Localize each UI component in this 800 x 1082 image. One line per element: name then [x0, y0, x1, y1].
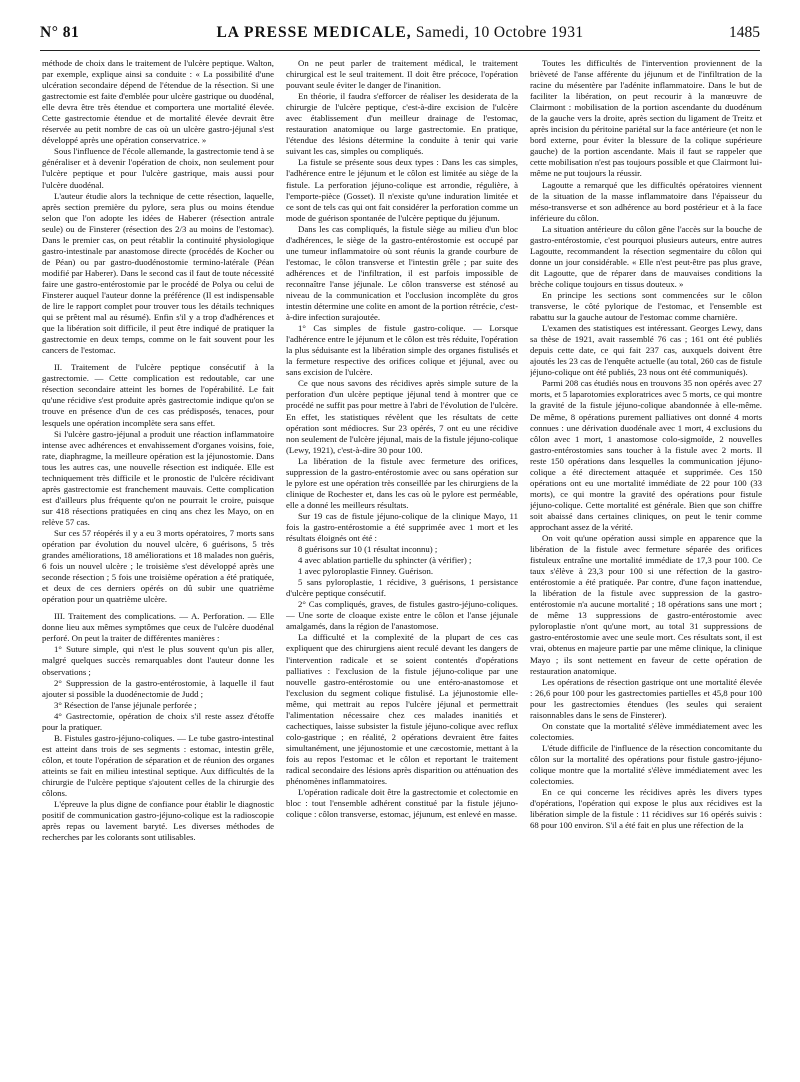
paragraph: L'auteur étudie alors la technique de cette résection, laquelle, après section première du pylore, sera plus ou moins étendue selon que l'on adopte les idées de Haberer (résection antrale seule) ou de Finsterer (résection des 2/3 au moins de l'estomac). Dans le premier cas, on peut rétablir la continuité physiologique gastro-intestinale par anastomose directe (procédés de Kocher ou de Péan) ou par gastro-duodénostomie termino-latérale (Péan modifié par Haberer). Dans le second cas il faut de toute nécessité faire une gastro-entérostomie par le procédé de Polya ou celui de Finsterer auquel l'auteur donne la préférence (Il est indispensable de lire le rapport complet pour trouver tous les détails techniques qui se prêtent mal au résumé). Enfin s'il y a trop d'adhérences et que la libération soit difficile, il peut être indiqué de pratiquer la gastrectomie en deux temps, comme on le fait souvent pour les cancers de l'estomac.	[42, 190, 274, 356]
paragraph: Dans les cas compliqués, la fistule siège au milieu d'un bloc d'adhérences, le siège de la gastro-entérostomie est occupé par une tumeur inflammatoire où sont réunis la grande courbure de l'estomac, le côlon transverse et l'intestin grêle ; par suite des adhérences et de l'infiltration, il est parfois impossible de reconnaître l'anse jéjunale. Le côlon transverse est sténosé au niveau de la communication et l'occlusion incomplète du gros intestin détermine une colite en amont de la portion rétrécie, c'est-à-dire infection surajoutée.	[286, 223, 518, 323]
paragraph: 1° Suture simple, qui n'est le plus souvent qu'un pis aller, malgré quelques succès remarquables dont l'auteur donne les observations ;	[42, 644, 274, 677]
paragraph: II. Traitement de l'ulcère peptique consécutif à la gastrectomie. — Cette complication est redoutable, car une résection secondaire atteint les bornes de l'opérabilité. Le fait qu'une récidive s'est produite après gastrectomie indique qu'on se trouve en présence d'un de ces cas prédisposés, tenaces, pour lesquels une opération incomplète sera sans effet.	[42, 362, 274, 428]
paragraph: L'étude difficile de l'influence de la résection concomitante du côlon sur la mortalité des opérations pour fistule gastro-jéjuno-colique montre que la mortalité s'élève immédiatement avec les colectomies.	[530, 742, 762, 787]
page-number: 1485	[729, 24, 760, 41]
paragraph: 8 guérisons sur 10 (1 résultat inconnu) ;	[298, 544, 438, 555]
issue-date: Samedi, 10 Octobre 1931	[415, 24, 584, 41]
paragraph: méthode de choix dans le traitement de l'ulcère peptique. Walton, par exemple, explique ainsi sa conduite : « La possibilité d'une ulcération secondaire dépend de l'étendue de la résection. Si une gastrectomie est faite d'emblée pour ulcère gastrique ou duodénal, elle devra être très étendue et comportera une mortalité élevée. Cette gastrectomie étendue et de mortalité élevée devrait être réservée au petit nombre de cas où un ulcère gastro-jéjunal s'est développé après une opération conservatrice. »	[42, 58, 274, 146]
paragraph: La libération de la fistule avec fermeture des orifices, suppression de la gastro-entérostomie avec ou sans opération sur le pylore est une opération très conseillée par les chirurgiens de la clinique de Rochester et, dans les cas où le pylore est perméable, elle a donné les meilleurs résultats.	[286, 455, 518, 510]
paragraph: III. Traitement des complications. — A. Perforation. — Elle donne lieu aux mêmes symptômes que ceux de l'ulcère duodénal perforé. On peut la traiter de différentes manières :	[42, 611, 274, 644]
paragraph: L'examen des statistiques est intéressant. Georges Lewy, dans sa thèse de 1921, avait rassemblé 76 cas ; 161 ont été publiés depuis cette date, ce qui fait 237 cas, auxquels doivent être ajoutés les 23 cas de l'enquête actuelle (au total, 260 cas de fistule jéjuno-colique ont été publiés, 23 nous ont été communiqués).	[530, 323, 762, 378]
paragraph: 2° Cas compliqués, graves, de fistules gastro-jéjuno-coliques. — Une sorte de cloaque existe entre le côlon et l'anse jéjunale amalgamés, dans la région de l'anastomose.	[286, 599, 518, 632]
paragraph: B. Fistules gastro-jéjuno-coliques. — Le tube gastro-intestinal est atteint dans trois de ses segments : estomac, intestin grêle, côlon, et toute l'opération de séparation et de réunion des organes atteints se fait en milieu intestinal septique. Aux difficultés de la chirurgie de l'ulcère peptique s'ajoutent celles de la chirurgie des côlons.	[42, 732, 274, 799]
paragraph: On ne peut parler de traitement médical, le traitement chirurgical est le seul traitement. Il doit être précoce, l'opération pouvant seule éviter le danger de l'inanition.	[286, 58, 518, 91]
paragraph: L'épreuve la plus digne de confiance pour établir le diagnostic positif de communication gastro-jéjuno-colique est la radioscopie après repas ou lavement baryté. Les diverses méthodes de recherches par les colorants sont utilisables.	[42, 799, 274, 843]
paragraph: Sur ces 57 réopérés il y a eu 3 morts opératoires, 7 morts sans opération par évolution du nouvel ulcère, 6 guérisons, 5 très grandes améliorations, 18 améliorations et 18 malades non guéris, 6 fois un nouvel ulcère ; le troisième s'est développé après une seconde résection ; 5 fois une troisième opération a été pratiquée, et deux de ces derniers opérés on dû subir une quatrième opération pour un quatrième ulcère.	[42, 527, 274, 605]
paragraph: 2° Suppression de la gastro-entérostomie, à laquelle il faut ajouter si possible la duodénectomie de Judd ;	[42, 677, 274, 699]
paragraph: On voit qu'une opération aussi simple en apparence que la libération de la fistule avec fermeture séparée des orifices fistuleux entraîne une mortalité immédiate de 17,3 pour 100. Ce taux s'élève à 23,3 pour 100 si une réfection de la gastro-entérostomie a été pratiquée. Par contre, d'une façon inattendue, la libération de la fistule avec suppression de la gastro-entérostomie n'a aucune mortalité ; 18 opérations sans une mort ; de même 13 suppressions de gastro-entérostomie avec pyloroplastie n'ont qu'une mort, au total 31 suppressions de gastro-entérostomie avec une seule mort. Ces résultats sont, il est vrai, obtenus en majeure partie par une même clinique, la clinique Mayo ; ils sont nettement en faveur de cette opération de restauration anatomique.	[530, 533, 762, 676]
article-columns	[42, 58, 760, 1074]
column-right	[530, 58, 762, 1074]
page-header	[40, 24, 760, 48]
issue-number: N° 81	[40, 24, 80, 41]
paragraph: En ce qui concerne les récidives après les divers types d'opérations, l'opération qui expose le plus aux récidives est la libération simple de la fistule : 11 récidives sur 16 opérés suivis : 68 pour 100 environ. S'il a été fait en plus une réfection de la	[530, 787, 762, 831]
paragraph: La situation antérieure du côlon gêne l'accès sur la bouche de gastro-entérostomie, c'est pourquoi plusieurs auteurs, entre autres Lagoutte, recommandent la résection segmentaire du côlon qui donne un jour considérable. « Elle n'est peut-être pas plus grave, dit Lagoutte, que de réparer dans de mauvaises conditions la brèche colique toujours en tissus douteux. »	[530, 223, 762, 289]
paragraph: 4 avec ablation partielle du sphincter (à vérifier) ;	[298, 555, 472, 566]
paragraph: En théorie, il faudra s'efforcer de réaliser les desiderata de la chirurgie de l'ulcère peptique, c'est-à-dire excision de l'ulcère avec établissement d'un meilleur drainage de l'estomac, restauration anatomique ou large gastrectomie. En pratique, l'étendue des lésions détermine la conduite à tenir qui varie suivant les cas, simples ou compliqués.	[286, 91, 518, 157]
paragraph: La difficulté et la complexité de la plupart de ces cas expliquent que des chirurgiens aient reculé devant les dangers de l'intervention radicale et se soient contentés d'opérations palliatives : l'exclusion de la fistule jéjuno-colique par une nouvelle gastro-entérostomie ou une entéro-anastomose et l'exclusion du segment colique fistulisé. La jéjunostomie elle-même, qui mettrait au repos l'ulcère jéjunal et permettrait l'alimentation nécessaire chez ces malades inanitiés et cachectiques, laisse subsister la fistule jéjuno-colique avec reflux colo-gastrique ; en réalité, 2 opérations devraient être faites simultanément, une jéjunostomie et une cæcostomie, mettant à la fois au repos l'estomac et le côlon et reportant le traitement radical secondaire des lésions après disparition ou atténuation des phénomènes inflammatoires.	[286, 632, 518, 787]
paragraph: Si l'ulcère gastro-jéjunal a produit une réaction inflammatoire intense avec adhérences et envahissement d'organes voisins, foie, rate, diaphragme, la meilleure opération est la jéjunostomie. Dans tous les autres cas, une nouvelle résection est indiquée. Elle est techniquement très difficile et le pronostic de l'ulcère récidivant après gastrectomie est franchement mauvais. Cette complication est d'ailleurs plus fréquente qu'on ne pourrait le croire, puisque sur 418 résections pratiquées en cinq ans chez les Mayo, on en relève 57 cas.	[42, 428, 274, 527]
paragraph: Parmi 208 cas étudiés nous en trouvons 35 non opérés avec 27 morts, et 5 laparotomies exploratrices avec 5 morts, ce qui montre la gravité de la fistule jéjuno-colique abandonnée à elle-même. De même, 8 opérations purement palliatives ont donné 4 morts connues : une dérivation duodénale avec 1 mort, 4 exclusions du côlon avec 1 mort, 1 anastomose colo-sigmoïde, 2 nouvelles gastro-entérostomies sans toucher à la fistule avec 2 morts. Il reste 150 opérations dans lesquelles la communication jéjuno-colique a été directement attaquée et supprimée. Ces 150 opérations ont eu une mortalité immédiate de 22 pour 100 (33 morts), ce qui montre la gravité des opérations pour fistule jéjuno-colique. Cette mortalité est générale. Bien que son chiffre soit abaissé dans certaines cliniques, on peut le tenir comme approchant assez de la vérité.	[530, 378, 762, 532]
paragraph: Sur 19 cas de fistule jéjuno-colique de la clinique Mayo, 11 fois la gastro-entérostomie a été supprimée avec 1 mort et les résultats éloignés ont été :	[286, 510, 518, 544]
paragraph: On constate que la mortalité s'élève immédiatement avec les colectomies.	[530, 720, 762, 742]
header-rule	[40, 50, 760, 51]
paragraph: Les opérations de résection gastrique ont une mortalité élevée : 26,6 pour 100 pour les gastrectomies partielles et 45,8 pour 100 pour les gastrectomies étendues (les seules qui seraient raisonnables dans le sens de Finsterer).	[530, 676, 762, 720]
paragraph: Lagoutte a remarqué que les difficultés opératoires viennent de la situation de la masse inflammatoire dans l'épaisseur du méso-transverse et son adhérence au bord postérieur et à la face inférieure du côlon.	[530, 179, 762, 223]
paragraph: 1 avec pyloroplastie Finney. Guérison.	[298, 566, 434, 577]
paragraph: 5 sans pyloroplastie, 1 récidive, 3 guérisons, 1 persistance d'ulcère peptique consécutif.	[286, 577, 518, 599]
column-left	[42, 58, 274, 1074]
paragraph: Sous l'influence de l'école allemande, la gastrectomie tend à se généraliser et à devenir l'opération de choix, non seulement pour l'ulcère peptique et pour l'ulcère gastrique, mais aussi pour l'ulcère duodénal.	[42, 146, 274, 190]
journal-title: LA PRESSE MEDICALE,	[216, 24, 412, 41]
paragraph: Toutes les difficultés de l'intervention proviennent de la brièveté de l'anse afférente du jéjunum et de l'infiltration de la racine du mésentère par l'adénite inflammatoire. Dans le but de faciliter la libération, on peut recourir à la manœuvre de Clairmont : mobilisation de la portion ascendante du duodénum de la gauche vers la droite, après section du ligament de Treitz et après incision du péritoine pariétal sur la face antérieure (et non le bord externe, pour éviter la blessure de la colique supérieure gauche) de la portion ascendante. Mais il faut se rappeler que cette mobilisation n'est pas toujours possible et que Clairmont lui-même ne put toujours la réussir.	[530, 58, 762, 179]
paragraph: L'opération radicale doit être la gastrectomie et colectomie en bloc : tout l'ensemble adhérent constitué par la fistule jéjuno-colique : côlon transverse, estomac, jéjunum, est enlevé en masse.	[286, 787, 518, 820]
paragraph: 3° Résection de l'anse jéjunale perforée ;	[54, 699, 197, 710]
journal-title-line	[160, 24, 640, 42]
paragraph: En principe les sections sont commencées sur le côlon transverse, le côté pylorique de l'estomac, et l'ensemble est rabattu sur la gauche autour de l'estomac comme charnière.	[530, 289, 762, 323]
column-middle	[286, 58, 518, 1074]
paragraph: 4° Gastrectomie, opération de choix s'il reste assez d'étoffe pour la pratiquer.	[42, 710, 274, 732]
paragraph: Ce que nous savons des récidives après simple suture de la perforation d'un ulcère peptique jéjunal tend à montrer que ce procédé ne suffit pas pour mettre à l'abri de l'évolution de l'ulcère. En effet, les statistiques révèlent que les résultats de cette opération sont médiocres. Sur 23 opérés, 7 ont eu une récidive non seulement de l'ulcère jéjunal, mais de la fistule jéjuno-colique (Lewy, 1921), c'est-à-dire 30 pour 100.	[286, 378, 518, 455]
paragraph: 1° Cas simples de fistule gastro-colique. — Lorsque l'adhérence entre le jéjunum et le côlon est très réduite, l'opération la plus séduisante est la libération simple des organes fistulisés et la fermeture respective des orifices colique et jéjunal, avec ou sans excision de l'ulcère.	[286, 323, 518, 378]
paragraph: La fistule se présente sous deux types : Dans les cas simples, l'adhérence entre le jéjunum et le côlon est limitée au siège de la fistule. La perforation jéjuno-colique est arrondie, régulière, à l'emporte-pièce (Gosset). Il n'existe qu'une induration limitée et ce sont de tels cas qui ont fait considérer la perforation comme un mode de guérison spontanée de l'ulcère peptique du jéjunum.	[286, 157, 518, 223]
